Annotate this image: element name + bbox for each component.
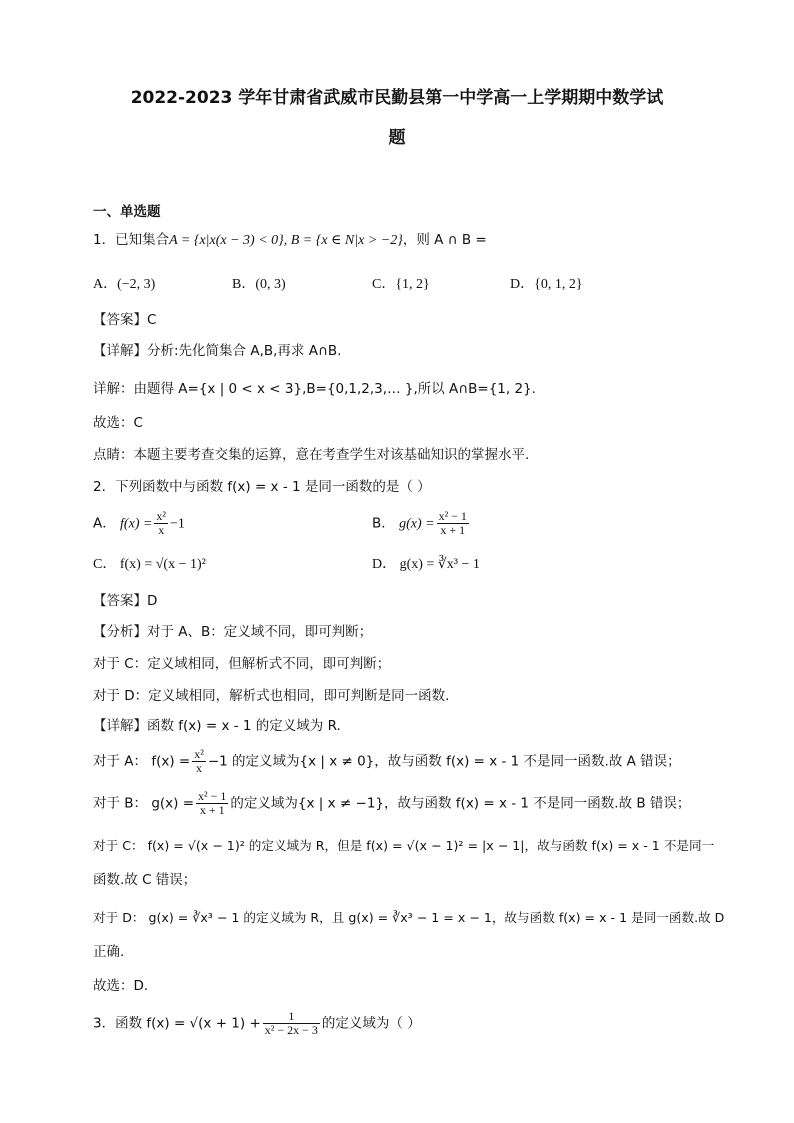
q2-option-b: B． g(x) = $\frac{\text{x² − 1}}{x + 1}$ [372,509,467,538]
fraction: $\frac{1}{\text{x² − 2x − 3}}$ [264,1009,318,1038]
q1-answer: 【答案】C [93,312,157,328]
q2-detail-b: 对于 B： g(x) = $\frac{\text{x² − 1}}{x + 1}$ 的定义域为{x | x ≠ −1}，故与函数 f(x) = x - 1 不是同一函数.故 B 错误； [93,789,691,818]
fraction: $\frac{\text{x²}}{x}$ [194,747,204,776]
q2-analysis-3: 对于 D：定义域相同，解析式也相同，即可判断是同一函数. [93,688,450,704]
q1-option-c: C．{1, 2} [372,277,430,292]
question-3-stem: 3．函数 f(x) = √(x + 1) + $\frac{1}{\text{x² − 2x − 3}}$ 的定义域为（ ） [93,1009,421,1038]
q2-answer: 【答案】D [93,593,158,609]
q2-detail-a: 对于 A： f(x) = $\frac{\text{x²}}{x}$ −1 的定义域为{x | x ≠ 0}，故与函数 f(x) = x - 1 不是同一函数.故 A 错误； [93,747,681,776]
set-b: , B = {x ∈ N|x > −2} [283,233,403,248]
fraction: $\frac{\text{x² − 1}}{x + 1}$ [438,509,467,538]
q2-option-d: D． g(x) = ∛x³ − 1 [372,557,480,572]
page-title: 2022-2023 学年甘肃省武威市民勤县第一中学高一上学期期中数学试 [130,88,664,108]
q1-detail-2: 详解：由题得 A={x | 0 < x < 3},B={0,1,2,3,… },所以 A∩B={1, 2}. [93,381,536,397]
q2-detail-d: 对于 D： g(x) = ∛x³ − 1 的定义域为 R，且 g(x) = ∛x³ − 1 = x − 1，故与函数 f(x) = x - 1 是同一函数.故 D [93,910,725,925]
q2-detail: 【详解】函数 f(x) = x - 1 的定义域为 R. [93,718,341,734]
fraction: $\frac{\text{x²}}{x}$ [156,509,167,538]
q2-option-a: A． f(x) = $\frac{\text{x²}}{x}$ −1 [93,509,185,538]
q1-option-d: D．{0, 1, 2} [510,277,583,292]
q1-choose: 故选：C [93,415,143,431]
q2-detail-c-cont: 函数.故 C 错误； [93,872,197,888]
q2-detail-c: 对于 C： f(x) = √(x − 1)² 的定义域为 R，但是 f(x) = √(x − 1)² = |x − 1|，故与函数 f(x) = x - 1 不是同一 [93,838,715,853]
set-a: A = {x|x(x − 3) < 0} [169,233,284,248]
q1-option-b: B．(0, 3) [232,277,286,292]
q2-choose: 故选：D. [93,978,149,994]
q2-analysis-2: 对于 C：定义域相同，但解析式不同，即可判断； [93,656,391,672]
q2-option-c: C． f(x) = √(x − 1)² [93,557,206,572]
q1-option-a: A．(−2, 3) [93,277,156,292]
question-2-stem: 2．下列函数中与函数 f(x) = x - 1 是同一函数的是（ ） [93,479,431,495]
section-heading: 一、单选题 [93,204,161,220]
q1-detail: 【详解】分析:先化简集合 A,B,再求 A∩B. [93,343,342,359]
q2-analysis: 【分析】对于 A、B：定义域不同，即可判断； [93,624,373,640]
question-1-stem: 1．已知集合A = {x|x(x − 3) < 0}, B = {x ∈ N|x > −2}，则 A ∩ B = [93,232,487,248]
fraction: $\frac{\text{x² − 1}}{x + 1}$ [198,789,227,818]
q2-detail-d-cont: 正确. [93,944,125,960]
q1-note: 点睛：本题主要考查交集的运算，意在考查学生对该基础知识的掌握水平. [93,447,530,463]
page-title-cont: 题 [388,128,406,148]
